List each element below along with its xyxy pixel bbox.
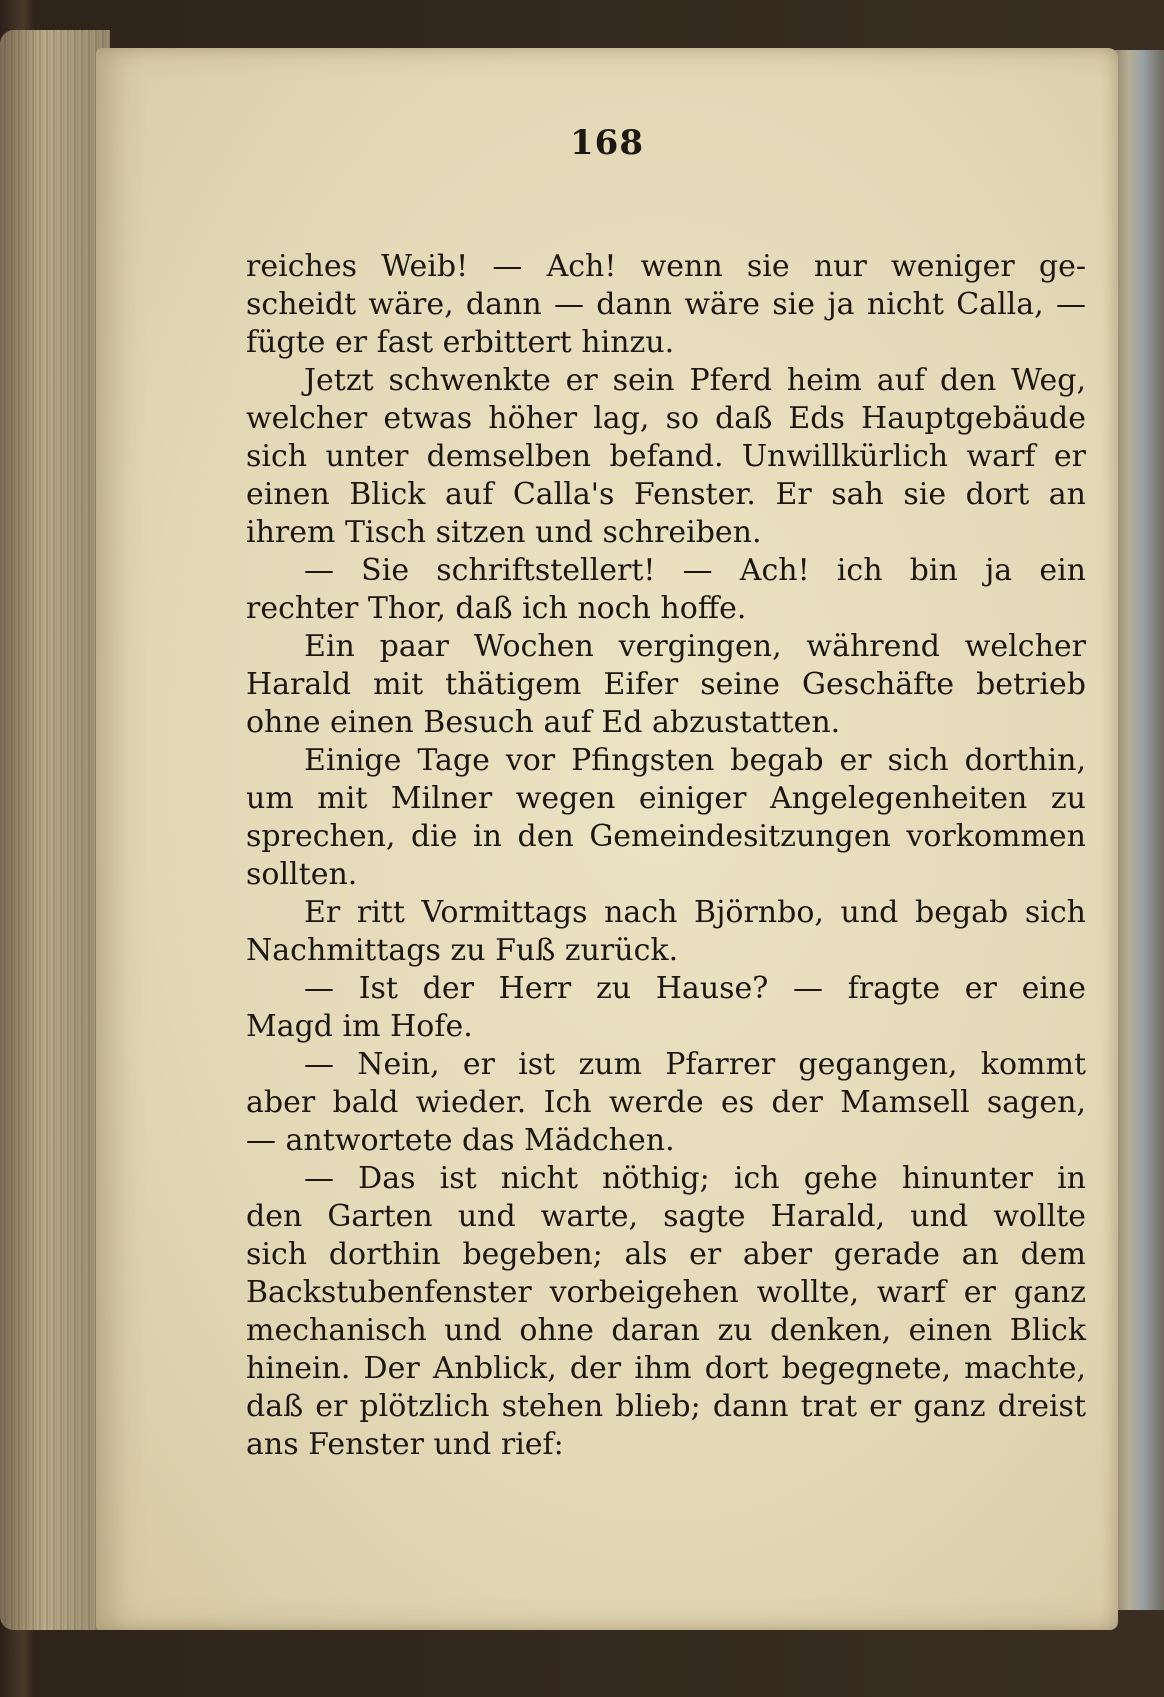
text-line: ohne einen Besuch auf Ed abzustatten. [246, 705, 841, 740]
text-line: — antwortete das Mädchen. [246, 1123, 675, 1158]
text-line: — Nein, er ist zum Pfarrer gegangen, kommt [304, 1047, 1086, 1082]
text-line: scheidt wäre, dann — dann wäre sie ja nicht Calla, — [246, 287, 1086, 322]
text-line: Jetzt schwenkte er sein Pferd heim auf den Weg, [304, 363, 1086, 398]
text-line: — Das ist nicht nöthig; ich gehe hinunter in [304, 1161, 1086, 1196]
text-line: sprechen, die in den Gemeindesitzungen vorkommen [246, 819, 1086, 854]
text-line: Ein paar Wochen vergingen, während welcher [304, 629, 1086, 664]
text-line: — Ist der Herr zu Hause? — fragte er eine [304, 971, 1086, 1006]
text-line: sollten. [246, 857, 358, 892]
text-line: Backstubenfenster vorbeigehen wollte, warf er ganz [246, 1275, 1086, 1310]
text-line: Einige Tage vor Pfingsten begab er sich dorthin, [304, 743, 1086, 778]
text-line: den Garten und warte, sagte Harald, und wollte [246, 1199, 1086, 1234]
text-line: einen Blick auf Calla's Fenster. Er sah sie dort an [246, 477, 1086, 512]
text-line: rechter Thor, daß ich noch hoffe. [246, 591, 747, 626]
text-line: ihrem Tisch sitzen und schreiben. [246, 515, 762, 550]
text-line: um mit Milner wegen einiger Angelegenheiten zu [246, 781, 1086, 816]
text-line: sich unter demselben befand. Unwillkürlich warf er [246, 439, 1086, 474]
text-line: hinein. Der Anblick, der ihm dort begegnete, machte, [246, 1351, 1086, 1386]
text-line: ans Fenster und rief: [246, 1427, 564, 1462]
text-line: reiches Weib! — Ach! wenn sie nur weniger ge- [246, 249, 1086, 284]
text-line: Harald mit thätigem Eifer seine Geschäfte betrieb [246, 667, 1086, 702]
text-line: welcher etwas höher lag, so daß Eds Hauptgebäude [246, 401, 1086, 436]
text-line: mechanisch und ohne daran zu denken, einen Blick [246, 1313, 1086, 1348]
text-line: fügte er fast erbittert hinzu. [246, 325, 675, 360]
book-spine-edge [1110, 50, 1164, 1610]
text-line: Er ritt Vormittags nach Björnbo, und begab sich [304, 895, 1086, 930]
body-text [246, 248, 1086, 1464]
page-number: 168 [570, 123, 644, 163]
text-line: — Sie schriftstellert! — Ach! ich bin ja ein [304, 553, 1086, 588]
page-edges-shadow [0, 30, 110, 1630]
text-line: aber bald wieder. Ich werde es der Mamsell sagen, [246, 1085, 1086, 1120]
text-line: daß er plötzlich stehen blieb; dann trat er ganz dreist [246, 1389, 1086, 1424]
text-line: sich dorthin begeben; als er aber gerade an dem [246, 1237, 1086, 1272]
text-line: Magd im Hofe. [246, 1009, 473, 1044]
text-line: Nachmittags zu Fuß zurück. [246, 933, 679, 968]
book-page [96, 48, 1118, 1630]
